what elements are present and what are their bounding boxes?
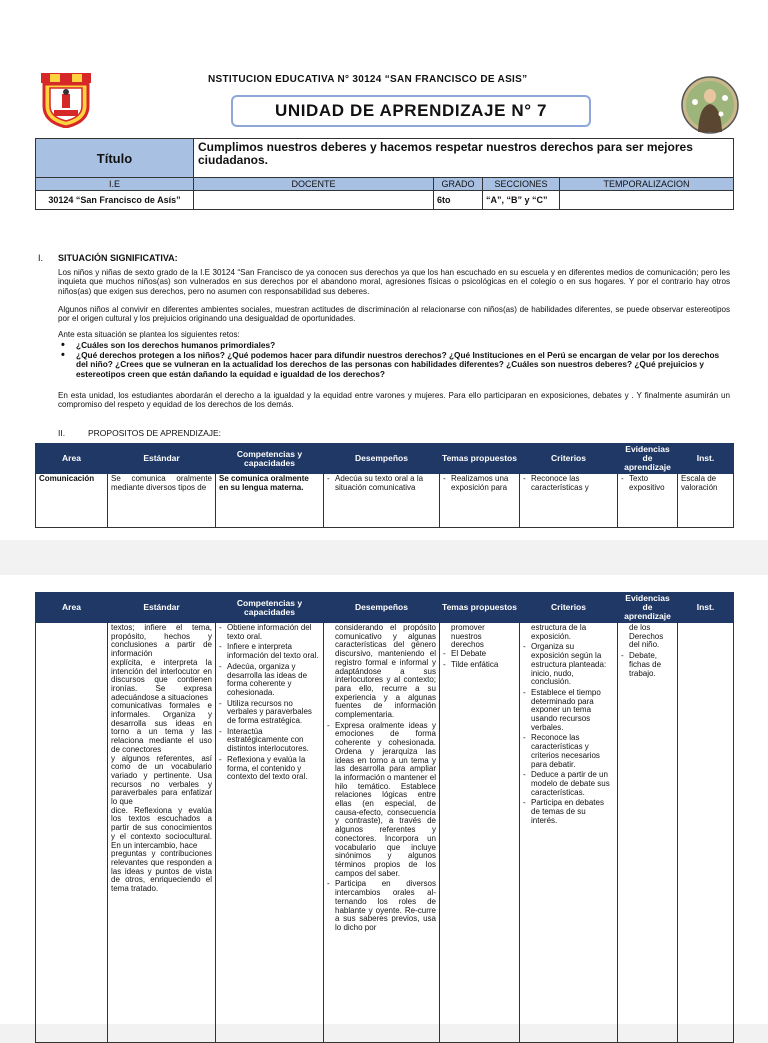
cell-desempenos (324, 623, 440, 1043)
unit-info-table (35, 138, 734, 210)
list-item: - Reconoce las características y (523, 475, 614, 492)
section-2-heading (58, 428, 221, 438)
school-name: NSTITUCION EDUCATIVA N° 30124 “SAN FRANCISCO DE ASIS” (208, 74, 528, 85)
col-competencias: Competencias y capacidades (216, 593, 324, 623)
col-inst: Inst. (678, 444, 734, 474)
list-item: - Realizamos una exposición para (443, 475, 516, 492)
col-area: Area (36, 444, 108, 474)
header-docente: DOCENTE (194, 178, 434, 191)
header-secciones: SECCIONES (483, 178, 560, 191)
list-item: - El Debate (443, 650, 516, 659)
criterios-text: estructura de la exposición. (531, 623, 587, 641)
cell-temas (440, 623, 520, 1043)
value-grado: 6to (434, 191, 483, 210)
col-inst: Inst. (678, 593, 734, 623)
cell-criterios (520, 623, 618, 1043)
list-item: - Adecúa su texto oral a la situación comunicativa (327, 475, 436, 492)
value-ie: 30124 “San Francisco de Asís” (36, 191, 194, 210)
col-evidencias: Evidencias de aprendizaje (618, 593, 678, 623)
titulo-label: Título (36, 139, 194, 178)
col-temas: Temas propuestos (440, 444, 520, 474)
cell-temas (440, 474, 520, 528)
cell-inst (678, 623, 734, 1043)
list-item: - Tilde enfática (443, 661, 516, 670)
cell-evidencias (618, 474, 678, 528)
value-temporalizacion (560, 191, 734, 210)
section-2-title: PROPOSITOS DE APRENDIZAJE: (88, 428, 222, 438)
estandar-text: dice. Reflexiona y evalúa los textos escuchados a partir de sus conocimientos y el contexto sociocultural. En un intercambio, hace (111, 805, 212, 850)
evidencias-text: de los Derechos del niño. (629, 623, 664, 650)
table-row (36, 474, 734, 528)
header-ie: I.E (36, 178, 194, 191)
cell-criterios (520, 474, 618, 528)
saint-francis-medallion-icon (681, 76, 739, 134)
school-crest-icon (40, 72, 92, 128)
list-item: - Reflexiona y evalúa la forma, el contenido y contexto del texto oral. (219, 756, 320, 782)
document-page-2 (0, 575, 768, 1024)
col-desempenos: Desempeños (324, 593, 440, 623)
situation-paragraph-1: Los niños y niñas de sexto grado de la I.E 30124 “San Francisco de ya conocen sus derechos ya que los han escuchado en su escuela y en diferentes medios de comunicación; pero les inquieta que muchos niños(as) son vulnerados en sus derechos por el abandono moral, agresiones físicas o psicológicas en el colegio o en sus hogares. Y por el contrario hay otros niños(as) que exigen sus derechos, pero no asumen con responsabilidad sus deberes. (58, 268, 730, 296)
section-1-title: SITUACIÓN SIGNIFICATIVA: (58, 253, 178, 263)
col-criterios: Criterios (520, 444, 618, 474)
section-1-number: I. (38, 253, 44, 263)
list-item: - Infiere e interpreta información del texto oral. (219, 643, 320, 660)
list-item: - Reconoce las características y criterios necesarios para debatir. (523, 734, 614, 769)
list-item: - Participa en diversos intercambios orales al-ternando los roles de hablante y oyente. Re-curre a sus saberes previos, usa lo dicho por (327, 880, 436, 932)
purposes-table (35, 443, 734, 528)
col-area: Area (36, 593, 108, 623)
purposes-table-continued (35, 592, 734, 1043)
titulo-text: Cumplimos nuestros deberes y hacemos respetar nuestros derechos para ser mejores ciudadanos. (194, 139, 734, 178)
section-2-number: II. (58, 428, 66, 438)
list-item: - Debate, fichas de trabajo. (621, 652, 674, 678)
col-estandar: Estándar (108, 593, 216, 623)
challenge-item: • ¿Qué derechos protegen a los niños? ¿Qué podemos hacer para difundir nuestros derechos? ¿Qué Instituciones en el Perú se encargan de velar por los derechos del niño? ¿Crees que se vulneran en la actualidad los derechos de las personas con habilidades diferentes? ¿Cuáles son nuestros deberes? ¿Qué prejuicios y estereotipos creen que están dañando la equidad e igualdad de los derechos? (58, 351, 730, 380)
value-docente (194, 191, 434, 210)
situation-paragraph-4: En esta unidad, los estudiantes abordarán el derecho a la igualdad y la equidad entre varones y mujeres. Para ello participaran en exposiciones, debates y . Y finalmente asumirán un compromiso del respeto y equidad de los derechos de los demás. (58, 391, 730, 410)
list-item: - Organiza su exposición según la estructura planteada: inicio, nudo, conclusión. (523, 643, 614, 687)
challenge-list (58, 341, 730, 379)
col-competencias: Competencias y capacidades (216, 444, 324, 474)
challenge-item: • ¿Cuáles son los derechos humanos primordiales? (58, 341, 730, 351)
list-item: - Deduce a partir de un modelo de debate sus características. (523, 771, 614, 797)
estandar-text: explícita, e interpreta la intención del interlocutor en discursos que contienen ironías. Se expresa adecuándose a situaciones (111, 657, 212, 702)
unit-title: UNIDAD DE APRENDIZAJE N° 7 (231, 95, 591, 127)
cell-competencias (216, 623, 324, 1043)
header-temporalizacion: TEMPORALIZACION (560, 178, 734, 191)
cell-estandar (108, 623, 216, 1043)
cell-competencia: Se comunica oralmente en su lengua materna. (216, 474, 324, 528)
col-estandar: Estándar (108, 444, 216, 474)
cell-evidencias (618, 623, 678, 1043)
desempeno-text: considerando el propósito comunicativo y algunas características del género discursivo, manteniendo el registro formal e informal y adaptándose a sus interlocutores y al contexto; para ello, recurre a su experiencia y a algunas fuentes de información complementaria. (335, 623, 436, 720)
temas-text: promover nuestros derechos (451, 623, 485, 650)
list-item: - Interactúa estratégicamente con distintos interlocutores. (219, 728, 320, 754)
table-row (36, 623, 734, 1043)
estandar-text: preguntas y contribuciones relevantes que responden a las ideas y puntos de vista de otros, enriqueciendo el tema tratado. (111, 849, 212, 894)
situation-paragraph-3: Ante esta situación se plantea los siguientes retos: (58, 330, 240, 339)
list-item: - Participa en debates de temas de su interés. (523, 799, 614, 825)
list-item: - Establece el tiempo determinado para exponer un tema usando recursos verbales. (523, 689, 614, 733)
cell-area (36, 623, 108, 1043)
estandar-text: textos; infiere el tema, propósito, hechos y conclusiones a partir de información (111, 623, 212, 659)
list-item: - Utiliza recursos no verbales y paraverbales de forma estratégica. (219, 700, 320, 726)
list-item: - Adecúa, organiza y desarrolla las ideas de forma coherente y cohesionada. (219, 663, 320, 698)
list-item: - Expresa oralmente ideas y emociones de forma coherente y cohesionada. Ordena y jerarquiza las ideas en torno a un tema y las desarrolla para ampliar la información o mantener el hilo temático. Establece relaciones lógicas entre ellas (en especial, de causa-efecto, consecuencia y contraste), a través de algunos referentes y conectores. Incorpora un vocabulario que incluye sinónimos y algunos términos propios de los campos del saber. (327, 722, 436, 879)
cell-inst: Escala de valoración (678, 474, 734, 528)
cell-area: Comunicación (36, 474, 108, 528)
col-temas: Temas propuestos (440, 593, 520, 623)
col-criterios: Criterios (520, 593, 618, 623)
situation-paragraph-2: Algunos niños al convivir en diferentes ambientes sociales, muestran actitudes de discriminación al relacionarse con niños(as) de habilidades diferentes, se puede observar estereotipos por el origen cultural y los prejuicios originando una desigualdad de oportunidades. (58, 305, 730, 324)
col-evidencias: Evidencias de aprendizaje (618, 444, 678, 474)
cell-estandar: Se comunica oralmente mediante diversos tipos de (108, 474, 216, 528)
section-1-heading (38, 253, 178, 263)
header-grado: GRADO (434, 178, 483, 191)
cell-desempeno (324, 474, 440, 528)
value-secciones: “A”, “B” y “C” (483, 191, 560, 210)
estandar-text: y algunos referentes, así como de un vocabulario variado y pertinente. Usa recursos no verbales y paraverbales para enfatizar lo que (111, 753, 212, 807)
list-item: - Obtiene información del texto oral. (219, 624, 320, 641)
estandar-text: comunicativas formales e informales. Organiza y desarrolla sus ideas en torno a un tema y las relaciona mediante el uso de conectores (111, 701, 212, 754)
list-item: - Texto expositivo (621, 475, 674, 492)
col-desempenos: Desempeños (324, 444, 440, 474)
